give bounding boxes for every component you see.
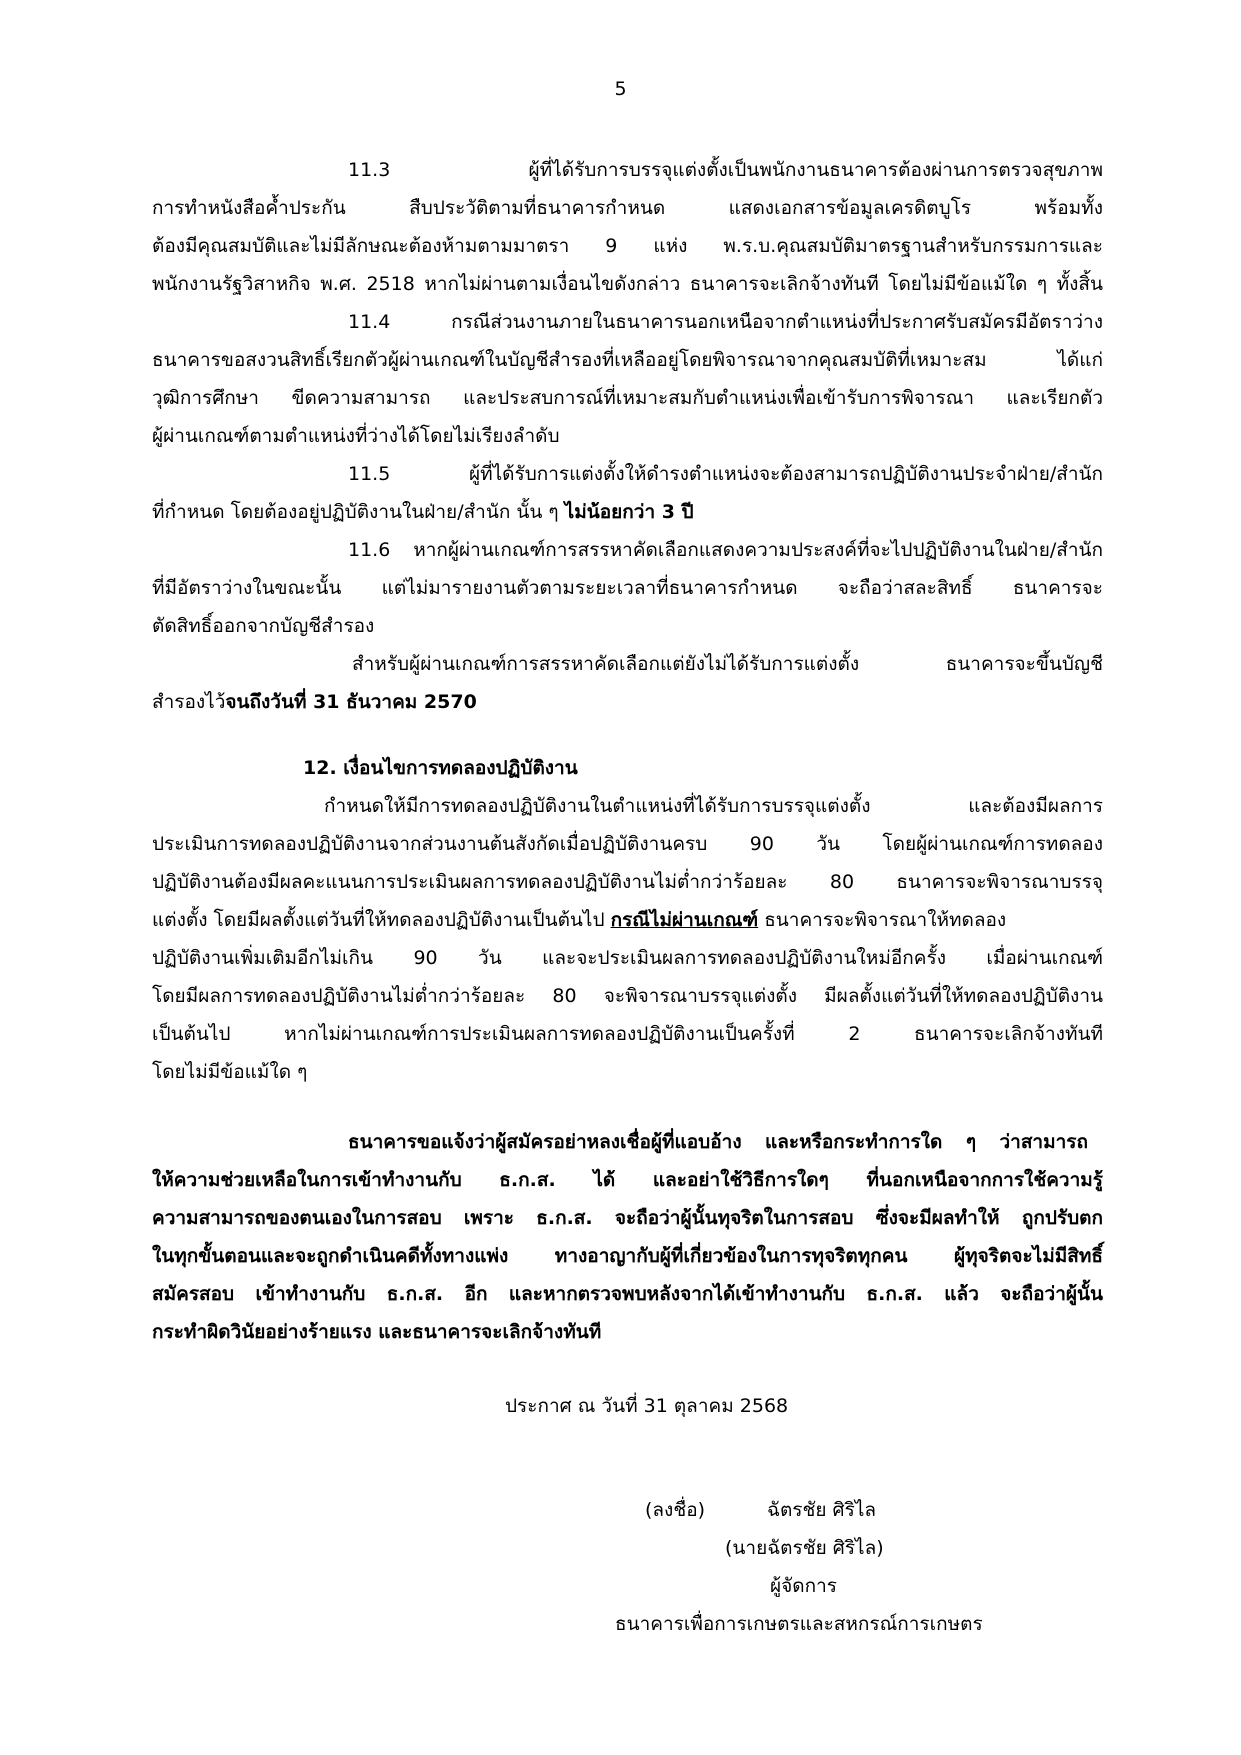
section-12-heading: 12. เงื่อนไขการทดลองปฏิบัติงาน	[303, 757, 578, 779]
signed-label: (ลงชื่อ)	[645, 1499, 706, 1521]
clause-11-3-line-2: การทำหนังสือค้ำประกัน สืบประวัติตามที่ธนาคารกำหนด แสดงเอกสารข้อมูลเครดิตบูโร พร้อมทั้ง	[152, 197, 1103, 219]
signed-name: ฉัตรชัย ศิริไล	[767, 1499, 877, 1521]
warning-line-6: กระทำผิดวินัยอย่างร้ายแรง และธนาคารจะเลิกจ้างทันที	[152, 1321, 602, 1343]
clause-11-4-line-3: วุฒิการศึกษา ขีดความสามารถ และประสบการณ์ที่เหมาะสมกับตำแหน่งเพื่อเข้ารับการพิจารณา และเรียกตัว	[152, 387, 1103, 409]
reserve-list-line-1: สำหรับผู้ผ่านเกณฑ์การสรรหาคัดเลือกแต่ยังไม่ได้รับการแต่งตั้ง ธนาคารจะขึ้นบัญชี	[352, 653, 1103, 675]
reserve-deadline-emphasis: จนถึงวันที่ 31 ธันวาคม 2570	[225, 691, 477, 713]
clause-11-5-line-1: 11.5 ผู้ที่ได้รับการแต่งตั้งให้ดำรงตำแหน่งจะต้องสามารถปฏิบัติงานประจำฝ่าย/สำนัก	[348, 463, 1103, 485]
reserve-list-line-2: สำรองไว้จนถึงวันที่ 31 ธันวาคม 2570	[152, 691, 477, 713]
organization-name: ธนาคารเพื่อการเกษตรและสหกรณ์การเกษตร	[615, 1613, 983, 1635]
section-12-line-1: กำหนดให้มีการทดลองปฏิบัติงานในตำแหน่งที่ได้รับการบรรจุแต่งตั้ง และต้องมีผลการ	[324, 795, 1103, 817]
clause-11-4-line-1: 11.4 กรณีส่วนงานภายในธนาคารนอกเหนือจากตำแหน่งที่ประกาศรับสมัครมีอัตราว่าง	[348, 311, 1103, 333]
signatory-position: ผู้จัดการ	[770, 1575, 837, 1597]
section-12-line-6: โดยมีผลการทดลองปฏิบัติงานไม่ต่ำกว่าร้อยละ 80 จะพิจารณาบรรจุแต่งตั้ง มีผลตั้งแต่วันที่ให้ทดลองปฏิบัติงาน	[152, 985, 1103, 1007]
clause-11-5-line-2: ที่กำหนด โดยต้องอยู่ปฏิบัติงานในฝ่าย/สำนัก นั้น ๆ ไม่น้อยกว่า 3 ปี	[152, 501, 694, 523]
clause-11-6-line-1: 11.6 หากผู้ผ่านเกณฑ์การสรรหาคัดเลือกแสดงความประสงค์ที่จะไปปฏิบัติงานในฝ่าย/สำนัก	[348, 539, 1103, 561]
minimum-term-emphasis: ไม่น้อยกว่า 3 ปี	[564, 501, 694, 523]
warning-line-4: ในทุกขั้นตอนและจะถูกดำเนินคดีทั้งทางแพ่ง ทางอาญากับผู้ที่เกี่ยวข้องในการทุจริตทุกคน ผู้ทุจริตจะไม่มีสิทธิ์	[152, 1245, 1103, 1267]
section-12-line-7: เป็นต้นไป หากไม่ผ่านเกณฑ์การประเมินผลการทดลองปฏิบัติงานเป็นครั้งที่ 2 ธนาคารจะเลิกจ้างทันที	[152, 1023, 1103, 1045]
warning-line-2: ให้ความช่วยเหลือในการเข้าทำงานกับ ธ.ก.ส. ได้ และอย่าใช้วิธีการใดๆ ที่นอกเหนือจากการใช้ความรู้	[152, 1169, 1103, 1191]
fail-criteria-emphasis: กรณีไม่ผ่านเกณฑ์	[610, 909, 759, 931]
clause-11-6-line-3: ตัดสิทธิ์ออกจากบัญชีสำรอง	[152, 615, 375, 637]
clause-11-6-line-2: ที่มีอัตราว่างในขณะนั้น แต่ไม่มารายงานตัวตามระยะเวลาที่ธนาคารกำหนด จะถือว่าสละสิทธิ์ ธนาคารจะ	[152, 577, 1103, 599]
section-12-line-3: ปฏิบัติงานต้องมีผลคะแนนการประเมินผลการทดลองปฏิบัติงานไม่ต่ำกว่าร้อยละ 80 ธนาคารจะพิจารณาบรรจุ	[152, 871, 1103, 893]
section-12-line-4: แต่งตั้ง โดยมีผลตั้งแต่วันที่ให้ทดลองปฏิบัติงานเป็นต้นไป กรณีไม่ผ่านเกณฑ์ ธนาคารจะพิจารณาให้ทดลอง	[152, 909, 1007, 931]
clause-11-3-line-3: ต้องมีคุณสมบัติและไม่มีลักษณะต้องห้ามตามมาตรา 9 แห่ง พ.ร.บ.คุณสมบัติมาตรฐานสำหรับกรรมการและ	[152, 235, 1103, 257]
warning-line-3: ความสามารถของตนเองในการสอบ เพราะ ธ.ก.ส. จะถือว่าผู้นั้นทุจริตในการสอบ ซึ่งจะมีผลทำให้ ถูกปรับตก	[152, 1207, 1103, 1229]
clause-11-4-line-2: ธนาคารขอสงวนสิทธิ์เรียกตัวผู้ผ่านเกณฑ์ในบัญชีสำรองที่เหลืออยู่โดยพิจารณาจากคุณสมบัติที่เหมาะสม ได้แก่	[152, 349, 1103, 371]
clause-11-3-line-4: พนักงานรัฐวิสาหกิจ พ.ศ. 2518 หากไม่ผ่านตามเงื่อนไขดังกล่าว ธนาคารจะเลิกจ้างทันที โดยไม่มีข้อแม้ใด ๆ ทั้งสิ้น	[152, 273, 1103, 295]
section-12-line-2: ประเมินการทดลองปฏิบัติงานจากส่วนงานต้นสังกัดเมื่อปฏิบัติงานครบ 90 วัน โดยผู้ผ่านเกณฑ์การทดลอง	[152, 833, 1103, 855]
section-12-line-8: โดยไม่มีข้อแม้ใด ๆ	[152, 1061, 308, 1083]
signatory-full-name: (นายฉัตรชัย ศิริไล)	[725, 1537, 884, 1559]
warning-line-1: ธนาคารขอแจ้งว่าผู้สมัครอย่าหลงเชื่อผู้ที่แอบอ้าง และหรือกระทำการใด ๆ ว่าสามารถ	[348, 1131, 1088, 1153]
clause-11-3-line-1: 11.3 ผู้ที่ได้รับการบรรจุแต่งตั้งเป็นพนักงานธนาคารต้องผ่านการตรวจสุขภาพ	[348, 159, 1103, 181]
clause-11-4-line-4: ผู้ผ่านเกณฑ์ตามตำแหน่งที่ว่างได้โดยไม่เรียงลำดับ	[152, 425, 560, 447]
announcement-date: ประกาศ ณ วันที่ 31 ตุลาคม 2568	[505, 1395, 789, 1417]
page-number: 5	[614, 78, 627, 100]
warning-line-5: สมัครสอบ เข้าทำงานกับ ธ.ก.ส. อีก และหากตรวจพบหลังจากได้เข้าทำงานกับ ธ.ก.ส. แล้ว จะถือว่าผู้นั้น	[152, 1283, 1103, 1305]
section-12-line-5: ปฏิบัติงานเพิ่มเติมอีกไม่เกิน 90 วัน และจะประเมินผลการทดลองปฏิบัติงานใหม่อีกครั้ง เมื่อผ่านเกณฑ์	[152, 947, 1103, 969]
